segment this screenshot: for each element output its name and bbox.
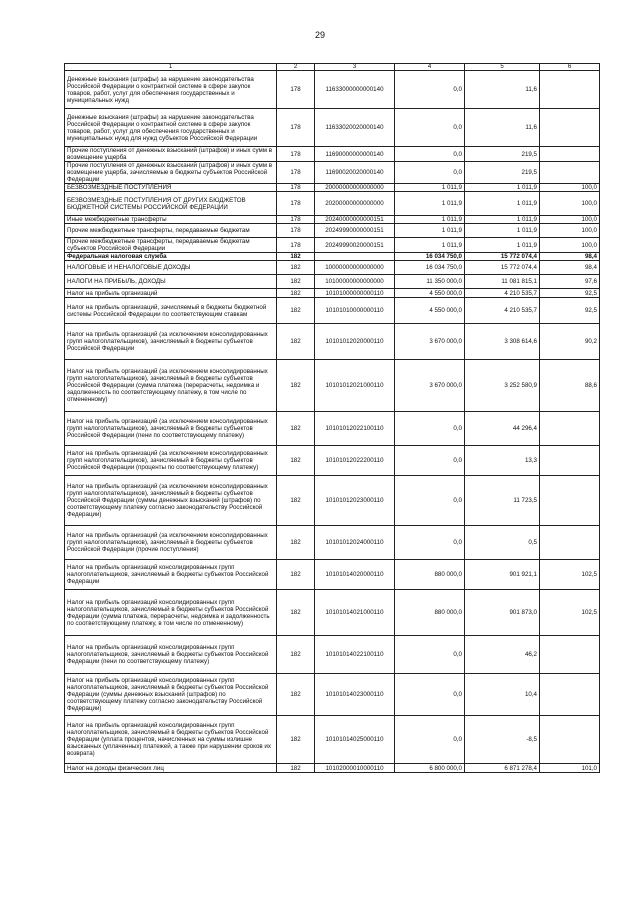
row-plan-amount-cell: 1 011,9 bbox=[395, 224, 465, 238]
row-plan-amount-cell: 0,0 bbox=[395, 162, 465, 184]
row-actual-amount-cell: 3 252 580,9 bbox=[465, 360, 540, 412]
table-row bbox=[65, 71, 600, 109]
row-name-cell: Налог на прибыль организаций (за исключением консолидированных групп налогоплательщиков), зачисляемый в бюджеты субъектов Российской Федерации (пени по соответствующему платежу) bbox=[65, 412, 277, 446]
row-budget-code-cell: 10100000000000000 bbox=[315, 275, 395, 289]
row-percent-cell bbox=[540, 476, 600, 526]
row-budget-code-cell: 10101010000000110 bbox=[315, 298, 395, 324]
table-row bbox=[65, 446, 600, 476]
row-percent-cell: 102,5 bbox=[540, 560, 600, 590]
row-admin-code-cell: 182 bbox=[277, 324, 315, 360]
row-admin-code-cell: 182 bbox=[277, 360, 315, 412]
row-percent-cell: 102,5 bbox=[540, 590, 600, 636]
row-plan-amount-cell: 1 011,9 bbox=[395, 192, 465, 216]
table-row bbox=[65, 636, 600, 674]
row-name-cell: НАЛОГОВЫЕ И НЕНАЛОГОВЫЕ ДОХОДЫ bbox=[65, 261, 277, 275]
row-admin-code-cell: 182 bbox=[277, 764, 315, 773]
table-row bbox=[65, 298, 600, 324]
row-admin-code-cell: 178 bbox=[277, 162, 315, 184]
row-plan-amount-cell: 0,0 bbox=[395, 636, 465, 674]
row-name-cell: БЕЗВОЗМЕЗДНЫЕ ПОСТУПЛЕНИЯ ОТ ДРУГИХ БЮДЖЕТОВ БЮДЖЕТНОЙ СИСТЕМЫ РОССИЙСКОЙ ФЕДЕРАЦИИ bbox=[65, 192, 277, 216]
table-row bbox=[65, 109, 600, 147]
row-plan-amount-cell: 0,0 bbox=[395, 147, 465, 162]
table-row bbox=[65, 238, 600, 253]
row-budget-code-cell: 20000000000000000 bbox=[315, 184, 395, 192]
row-percent-cell: 92,5 bbox=[540, 298, 600, 324]
row-admin-code-cell: 182 bbox=[277, 476, 315, 526]
row-actual-amount-cell: 219,5 bbox=[465, 147, 540, 162]
row-name-cell: Федеральная налоговая служба bbox=[65, 253, 277, 261]
row-percent-cell bbox=[540, 446, 600, 476]
row-budget-code-cell: 20240000000000151 bbox=[315, 216, 395, 224]
row-plan-amount-cell: 1 011,9 bbox=[395, 184, 465, 192]
row-actual-amount-cell: 15 772 074,4 bbox=[465, 253, 540, 261]
row-name-cell: Прочие поступления от денежных взысканий (штрафов) и иных сумм в возмещение ущерба, зачисляемые в бюджеты субъектов Российской Федерации bbox=[65, 162, 277, 184]
row-actual-amount-cell: 13,3 bbox=[465, 446, 540, 476]
row-budget-code-cell: 20200000000000000 bbox=[315, 192, 395, 216]
table-row bbox=[65, 253, 600, 261]
row-budget-code-cell: 10101014021000110 bbox=[315, 590, 395, 636]
row-admin-code-cell: 178 bbox=[277, 224, 315, 238]
row-percent-cell bbox=[540, 162, 600, 184]
row-actual-amount-cell: 15 772 074,4 bbox=[465, 261, 540, 275]
row-percent-cell bbox=[540, 636, 600, 674]
table-row bbox=[65, 192, 600, 216]
row-plan-amount-cell: 0,0 bbox=[395, 412, 465, 446]
table-row bbox=[65, 590, 600, 636]
header-cell: 3 bbox=[315, 64, 395, 71]
row-budget-code-cell: 10101014023000110 bbox=[315, 674, 395, 716]
row-admin-code-cell: 178 bbox=[277, 192, 315, 216]
row-name-cell: НАЛОГИ НА ПРИБЫЛЬ, ДОХОДЫ bbox=[65, 275, 277, 289]
row-actual-amount-cell: 1 011,9 bbox=[465, 224, 540, 238]
row-budget-code-cell: 11633000000000140 bbox=[315, 71, 395, 109]
row-budget-code-cell: 10101012024000110 bbox=[315, 526, 395, 560]
row-plan-amount-cell: 16 034 750,0 bbox=[395, 253, 465, 261]
header-cell: 5 bbox=[465, 64, 540, 71]
table-row bbox=[65, 261, 600, 275]
table-row bbox=[65, 216, 600, 224]
row-admin-code-cell: 182 bbox=[277, 636, 315, 674]
table-row bbox=[65, 716, 600, 764]
row-actual-amount-cell: 11 081 815,1 bbox=[465, 275, 540, 289]
row-budget-code-cell: 10101000000000110 bbox=[315, 289, 395, 298]
row-name-cell: Налог на прибыль организаций (за исключением консолидированных групп налогоплательщиков), зачисляемый в бюджеты субъектов Российской Федерации (сумма платежа (перерасчеты, недоимка и задолженность по соответствующему платежу, в том числе по отмененному) bbox=[65, 360, 277, 412]
row-percent-cell: 88,6 bbox=[540, 360, 600, 412]
row-name-cell: Налог на прибыль организаций консолидированных групп налогоплательщиков, зачисляемый в бюджеты субъектов Российской Федерации (сумма платежа, перерасчеты, недоимка и задолженность по соответствующему платежу, в том числе по отмененному) bbox=[65, 590, 277, 636]
row-admin-code-cell: 182 bbox=[277, 674, 315, 716]
row-name-cell: Прочие поступления от денежных взысканий (штрафов) и иных сумм в возмещение ущерба bbox=[65, 147, 277, 162]
row-budget-code-cell: 10101014020000110 bbox=[315, 560, 395, 590]
row-plan-amount-cell: 11 350 000,0 bbox=[395, 275, 465, 289]
row-actual-amount-cell: 1 011,9 bbox=[465, 184, 540, 192]
row-budget-code-cell: 10101014025000110 bbox=[315, 716, 395, 764]
row-admin-code-cell: 182 bbox=[277, 412, 315, 446]
row-name-cell: Налог на прибыль организаций (за исключением консолидированных групп налогоплательщиков), зачисляемый в бюджеты субъектов Российской Федерации (суммы денежных взысканий (штрафов) по соответствующему платежу согласно законодательству Российской Федерации) bbox=[65, 476, 277, 526]
budget-revenue-table bbox=[64, 63, 600, 773]
row-admin-code-cell: 182 bbox=[277, 446, 315, 476]
row-plan-amount-cell: 0,0 bbox=[395, 446, 465, 476]
row-admin-code-cell: 182 bbox=[277, 253, 315, 261]
row-plan-amount-cell: 3 670 000,0 bbox=[395, 360, 465, 412]
row-actual-amount-cell: 901 921,1 bbox=[465, 560, 540, 590]
row-name-cell: Налог на прибыль организаций bbox=[65, 289, 277, 298]
row-actual-amount-cell: 219,5 bbox=[465, 162, 540, 184]
row-admin-code-cell: 182 bbox=[277, 261, 315, 275]
row-plan-amount-cell: 6 800 000,0 bbox=[395, 764, 465, 773]
row-percent-cell: 100,0 bbox=[540, 184, 600, 192]
row-admin-code-cell: 182 bbox=[277, 590, 315, 636]
row-admin-code-cell: 182 bbox=[277, 526, 315, 560]
row-plan-amount-cell: 0,0 bbox=[395, 109, 465, 147]
row-actual-amount-cell: 46,2 bbox=[465, 636, 540, 674]
row-budget-code-cell: 11690020020000140 bbox=[315, 162, 395, 184]
row-percent-cell: 92,5 bbox=[540, 289, 600, 298]
row-budget-code-cell: 10101012022200110 bbox=[315, 446, 395, 476]
row-name-cell: Налог на прибыль организаций консолидированных групп налогоплательщиков, зачисляемый в бюджеты субъектов Российской Федерации (суммы денежных взысканий (штрафов) по соответствующему платежу согласно законодательству Российской Федерации) bbox=[65, 674, 277, 716]
row-name-cell: Налог на прибыль организаций консолидированных групп налогоплательщиков, зачисляемый в бюджеты субъектов Российской Федерации bbox=[65, 560, 277, 590]
header-cell: 1 bbox=[65, 64, 277, 71]
row-name-cell: Налог на прибыль организаций (за исключением консолидированных групп налогоплательщиков), зачисляемый в бюджеты субъектов Российской Федерации (проценты по соответствующему платежу) bbox=[65, 446, 277, 476]
row-name-cell: Налог на прибыль организаций (за исключением консолидированных групп налогоплательщиков), зачисляемый в бюджеты субъектов Российской Федерации (прочие поступления) bbox=[65, 526, 277, 560]
row-budget-code-cell: 10101014022100110 bbox=[315, 636, 395, 674]
table-row bbox=[65, 360, 600, 412]
row-plan-amount-cell: 4 550 000,0 bbox=[395, 289, 465, 298]
row-name-cell: Иные межбюджетные трансферты bbox=[65, 216, 277, 224]
row-percent-cell: 100,0 bbox=[540, 216, 600, 224]
row-name-cell: Прочие межбюджетные трансферты, передаваемые бюджетам субъектов Российской Федерации bbox=[65, 238, 277, 253]
row-name-cell: Налог на прибыль организаций консолидированных групп налогоплательщиков, зачисляемый в бюджеты субъектов Российской Федерации (пени по соответствующему платежу) bbox=[65, 636, 277, 674]
table-row bbox=[65, 289, 600, 298]
row-percent-cell bbox=[540, 526, 600, 560]
row-name-cell: Денежные взыскания (штрафы) за нарушение законодательства Российской Федерации о контрактной системе в сфере закупок товаров, работ, услуг для обеспечения государственных и муниципальных нужд для нужд субъектов Российской Федерации bbox=[65, 109, 277, 147]
row-actual-amount-cell: 11,6 bbox=[465, 109, 540, 147]
row-percent-cell: 101,0 bbox=[540, 764, 600, 773]
row-percent-cell: 100,0 bbox=[540, 238, 600, 253]
header-cell: 6 bbox=[540, 64, 600, 71]
row-admin-code-cell: 182 bbox=[277, 298, 315, 324]
row-percent-cell: 97,6 bbox=[540, 275, 600, 289]
page-number: 29 bbox=[314, 30, 325, 40]
row-admin-code-cell: 178 bbox=[277, 238, 315, 253]
row-admin-code-cell: 178 bbox=[277, 147, 315, 162]
row-actual-amount-cell: 0,5 bbox=[465, 526, 540, 560]
row-actual-amount-cell: 1 011,9 bbox=[465, 192, 540, 216]
row-budget-code-cell: 11633020020000140 bbox=[315, 109, 395, 147]
row-percent-cell: 98,4 bbox=[540, 261, 600, 275]
row-admin-code-cell: 182 bbox=[277, 289, 315, 298]
row-actual-amount-cell: 10,4 bbox=[465, 674, 540, 716]
row-admin-code-cell: 182 bbox=[277, 275, 315, 289]
row-actual-amount-cell: 6 871 278,4 bbox=[465, 764, 540, 773]
row-name-cell: БЕЗВОЗМЕЗДНЫЕ ПОСТУПЛЕНИЯ bbox=[65, 184, 277, 192]
row-admin-code-cell: 182 bbox=[277, 716, 315, 764]
row-name-cell: Прочие межбюджетные трансферты, передаваемые бюджетам bbox=[65, 224, 277, 238]
header-cell: 4 bbox=[395, 64, 465, 71]
row-actual-amount-cell: 44 296,4 bbox=[465, 412, 540, 446]
row-plan-amount-cell: 1 011,9 bbox=[395, 216, 465, 224]
row-budget-code-cell: 10101012021000110 bbox=[315, 360, 395, 412]
row-actual-amount-cell: 11,6 bbox=[465, 71, 540, 109]
row-plan-amount-cell: 0,0 bbox=[395, 674, 465, 716]
row-actual-amount-cell: 1 011,9 bbox=[465, 238, 540, 253]
row-budget-code-cell: 10102000010000110 bbox=[315, 764, 395, 773]
table-row bbox=[65, 476, 600, 526]
row-plan-amount-cell: 3 670 000,0 bbox=[395, 324, 465, 360]
row-budget-code-cell: 11690000000000140 bbox=[315, 147, 395, 162]
table-row bbox=[65, 224, 600, 238]
row-budget-code-cell: 10101012020000110 bbox=[315, 324, 395, 360]
table-row bbox=[65, 560, 600, 590]
row-actual-amount-cell: 901 873,0 bbox=[465, 590, 540, 636]
row-plan-amount-cell: 0,0 bbox=[395, 716, 465, 764]
row-percent-cell: 100,0 bbox=[540, 192, 600, 216]
row-percent-cell bbox=[540, 109, 600, 147]
row-actual-amount-cell: 1 011,9 bbox=[465, 216, 540, 224]
row-actual-amount-cell: 4 210 535,7 bbox=[465, 289, 540, 298]
table-row bbox=[65, 275, 600, 289]
row-plan-amount-cell: 0,0 bbox=[395, 526, 465, 560]
row-actual-amount-cell: -8,5 bbox=[465, 716, 540, 764]
row-percent-cell bbox=[540, 71, 600, 109]
row-actual-amount-cell: 11 723,5 bbox=[465, 476, 540, 526]
row-plan-amount-cell: 0,0 bbox=[395, 476, 465, 526]
row-budget-code-cell bbox=[315, 253, 395, 261]
row-budget-code-cell: 10000000000000000 bbox=[315, 261, 395, 275]
row-plan-amount-cell: 0,0 bbox=[395, 71, 465, 109]
row-actual-amount-cell: 3 308 614,6 bbox=[465, 324, 540, 360]
table-row bbox=[65, 324, 600, 360]
row-percent-cell bbox=[540, 674, 600, 716]
row-name-cell: Налог на прибыль организаций консолидированных групп налогоплательщиков, зачисляемый в бюджеты субъектов Российской Федерации (уплата процентов, начисленных на суммы излишне взысканных (уплаченных) платежей, а также при нарушении сроков их возврата) bbox=[65, 716, 277, 764]
table-row bbox=[65, 162, 600, 184]
row-admin-code-cell: 178 bbox=[277, 216, 315, 224]
row-admin-code-cell: 182 bbox=[277, 560, 315, 590]
row-budget-code-cell: 10101012023000110 bbox=[315, 476, 395, 526]
table-row bbox=[65, 412, 600, 446]
table-row bbox=[65, 184, 600, 192]
row-percent-cell: 98,4 bbox=[540, 253, 600, 261]
row-admin-code-cell: 178 bbox=[277, 184, 315, 192]
table-row bbox=[65, 674, 600, 716]
row-name-cell: Налог на прибыль организаций (за исключением консолидированных групп налогоплательщиков), зачисляемый в бюджеты субъектов Российской Федерации bbox=[65, 324, 277, 360]
row-name-cell: Налог на доходы физических лиц bbox=[65, 764, 277, 773]
row-name-cell: Денежные взыскания (штрафы) за нарушение законодательства Российской Федерации о контрактной системе в сфере закупок товаров, работ, услуг для обеспечения государственных и муниципальных нужд bbox=[65, 71, 277, 109]
row-percent-cell bbox=[540, 147, 600, 162]
row-actual-amount-cell: 4 210 535,7 bbox=[465, 298, 540, 324]
table-row bbox=[65, 526, 600, 560]
header-cell: 2 bbox=[277, 64, 315, 71]
row-plan-amount-cell: 4 550 000,0 bbox=[395, 298, 465, 324]
row-admin-code-cell: 178 bbox=[277, 109, 315, 147]
row-percent-cell: 90,2 bbox=[540, 324, 600, 360]
row-plan-amount-cell: 880 000,0 bbox=[395, 560, 465, 590]
row-plan-amount-cell: 16 034 750,0 bbox=[395, 261, 465, 275]
row-budget-code-cell: 20249990000000151 bbox=[315, 224, 395, 238]
table-row bbox=[65, 764, 600, 773]
row-percent-cell: 100,0 bbox=[540, 224, 600, 238]
row-plan-amount-cell: 1 011,9 bbox=[395, 238, 465, 253]
row-plan-amount-cell: 880 000,0 bbox=[395, 590, 465, 636]
row-budget-code-cell: 20249990020000151 bbox=[315, 238, 395, 253]
row-budget-code-cell: 10101012022100110 bbox=[315, 412, 395, 446]
row-admin-code-cell: 178 bbox=[277, 71, 315, 109]
table-row bbox=[65, 147, 600, 162]
row-name-cell: Налог на прибыль организаций, зачисляемый в бюджеты бюджетной системы Российской Федерации по соответствующим ставкам bbox=[65, 298, 277, 324]
table-header-row bbox=[65, 64, 600, 71]
row-percent-cell bbox=[540, 716, 600, 764]
row-percent-cell bbox=[540, 412, 600, 446]
